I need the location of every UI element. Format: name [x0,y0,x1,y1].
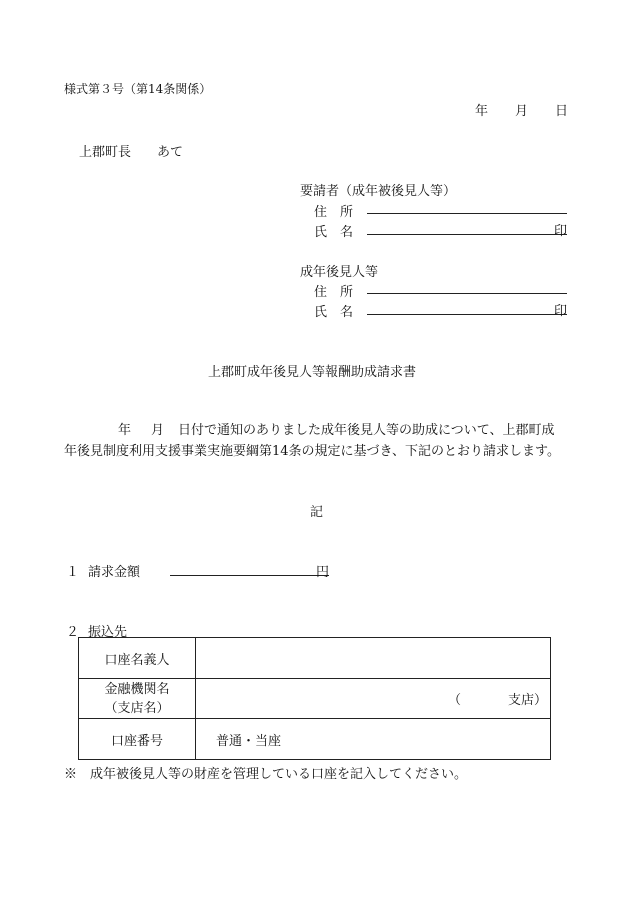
requester-name-label: 氏 名 [314,225,354,240]
account-holder-label: 口座名義人 [79,638,196,679]
item1-number: １ [66,565,80,580]
bank-name-label [79,679,196,719]
table-row [79,679,551,719]
guardian-heading: 成年後見人等 [300,265,379,280]
body-year: 年 [118,423,132,438]
body-month: 月 [151,423,165,438]
claim-amount-line[interactable] [170,575,329,576]
branch-suffix: 支店） [508,693,548,708]
requester-address-label: 住 所 [314,205,354,220]
item1-unit: 円 [316,565,330,580]
guardian-name-label: 氏 名 [314,305,354,320]
guardian-address-label: 住 所 [314,285,354,300]
guardian-name-line[interactable] [367,314,567,315]
document-title: 上郡町成年後見人等報酬助成請求書 [208,365,417,380]
body-line1: 日付で通知のありました成年後見人等の助成について、上郡町成 [178,423,555,438]
ki-heading: 記 [310,505,324,520]
branch-open-paren: （ [448,693,462,708]
item2-label: 振込先 [88,625,128,640]
item2-number: ２ [66,625,80,640]
item1-label: 請求金額 [88,565,141,580]
guardian-seal-mark: 印 [554,304,568,319]
bank-name-label-line2: （支店名） [104,700,170,716]
addressee-name: 上郡町長 [79,145,132,160]
note-text: ※ 成年被後見人等の財産を管理している口座を記入してください。 [64,767,468,782]
table-row [79,719,551,760]
body-line2: 年後見制度利用支援事業実施要綱第14条の規定に基づき、下記のとおり請求します。 [64,444,560,459]
account-number-label: 口座番号 [79,719,196,760]
requester-seal-mark: 印 [554,224,568,239]
form-number: 様式第３号（第14条関係） [64,82,212,96]
bank-name-label-line1: 金融機関名 [104,681,170,697]
date-day-label: 日 [555,104,569,119]
bank-name-field[interactable] [196,679,551,719]
requester-address-line[interactable] [367,213,567,214]
requester-name-line[interactable] [367,234,567,235]
guardian-address-line[interactable] [367,293,567,294]
bank-transfer-table [78,637,551,760]
addressee-suffix: あて [157,145,184,160]
table-row [79,638,551,679]
date-month-label: 月 [515,104,529,119]
requester-heading: 要請者（成年被後見人等） [300,184,457,199]
date-year-label: 年 [475,104,489,119]
account-holder-field[interactable] [196,638,551,679]
account-type-field[interactable]: 普通・当座 [196,719,551,760]
